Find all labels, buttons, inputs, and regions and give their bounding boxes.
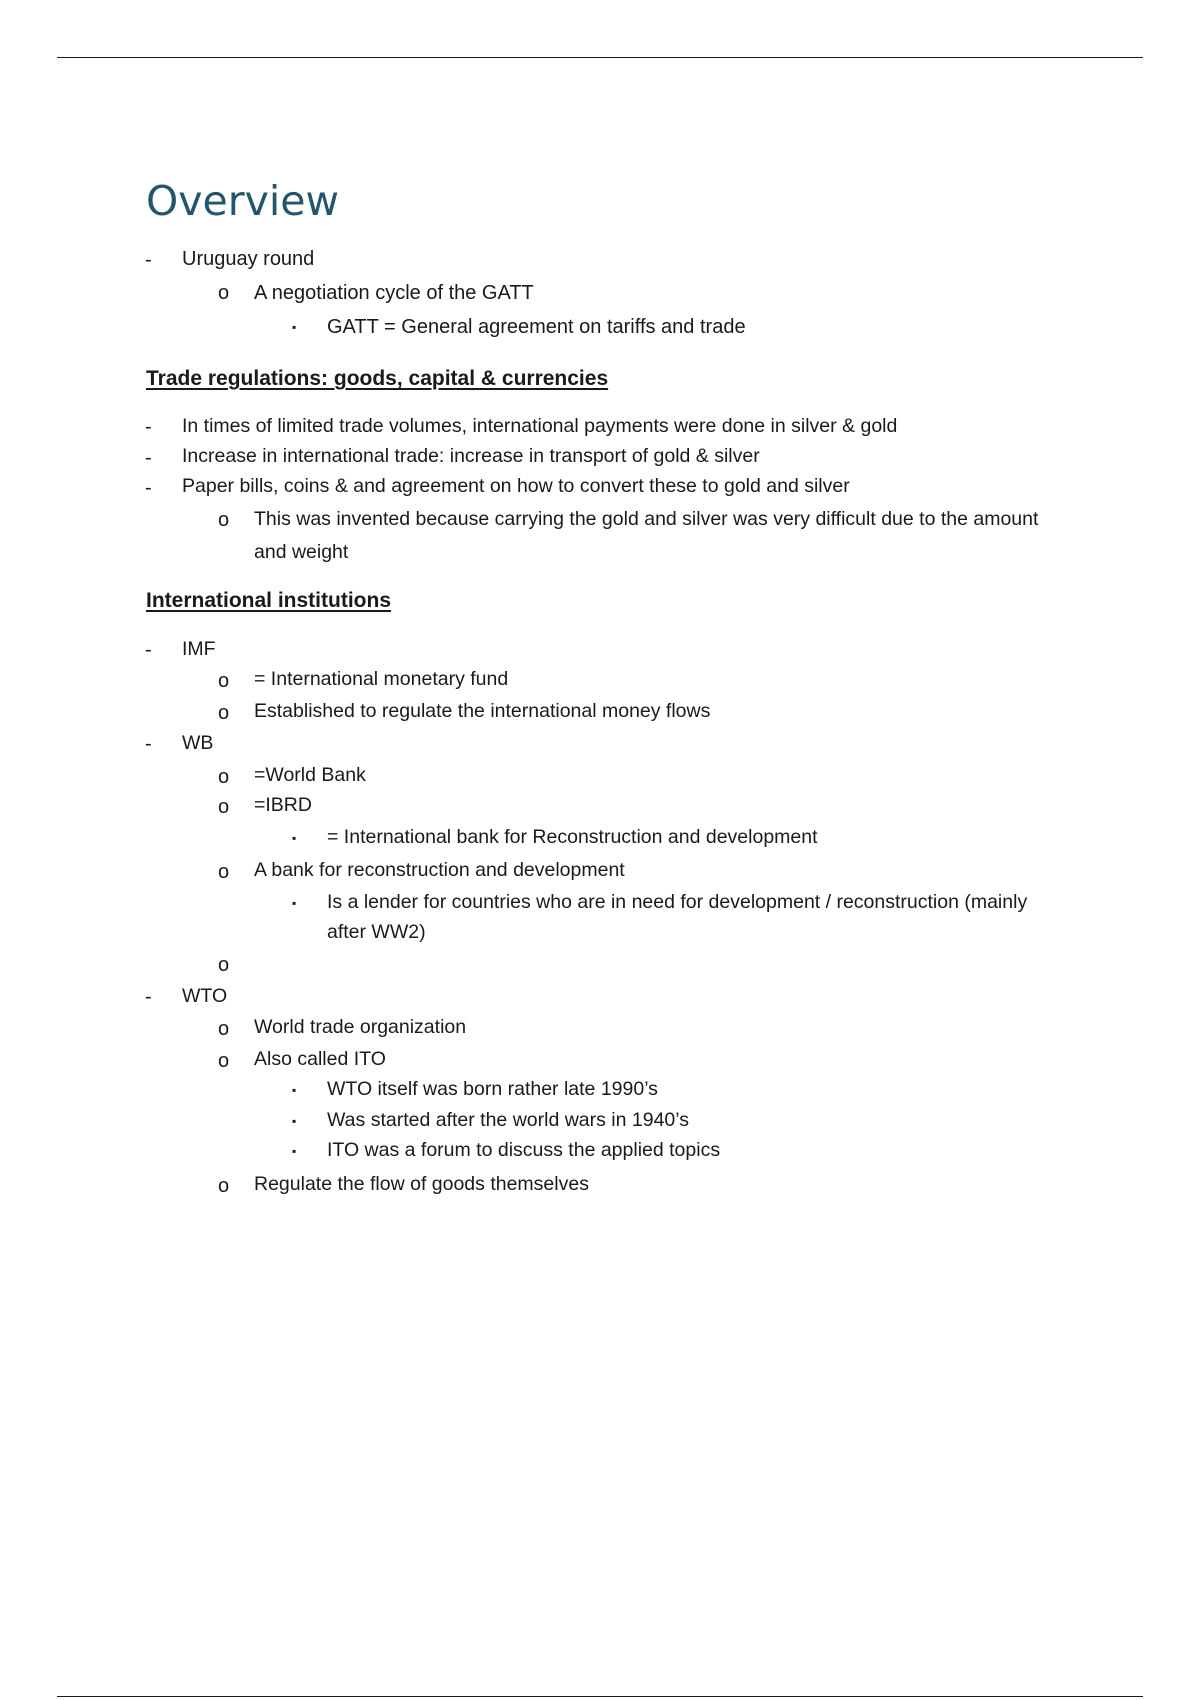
list-item-imf-purpose: Established to regulate the international money flows bbox=[254, 700, 711, 722]
list-item-uruguay-round: Uruguay round bbox=[182, 248, 315, 270]
bullet-circle-marker: o bbox=[218, 1175, 230, 1197]
list-item-ibrd-definition: = International bank for Reconstruction and development bbox=[327, 826, 818, 848]
bullet-circle-marker: o bbox=[218, 702, 230, 724]
bullet-circle-marker: o bbox=[218, 1050, 230, 1072]
bullet-circle-marker: o bbox=[218, 796, 230, 818]
bullet-circle-marker: o bbox=[218, 509, 230, 531]
list-item-wb-ibrd: =IBRD bbox=[254, 794, 312, 816]
list-item-imf: IMF bbox=[182, 638, 216, 660]
bullet-square-marker: ▪ bbox=[292, 896, 297, 910]
footer-rule bbox=[57, 1696, 1143, 1697]
list-item-wto-also-called: Also called ITO bbox=[254, 1048, 386, 1070]
bullet-dash-marker: - bbox=[145, 249, 152, 271]
bullet-dash-marker: - bbox=[145, 639, 152, 661]
bullet-square-marker: ▪ bbox=[292, 831, 297, 845]
bullet-dash-marker: - bbox=[145, 416, 152, 438]
bullet-dash-marker: - bbox=[145, 733, 152, 755]
bullet-circle-marker: o bbox=[218, 1018, 230, 1040]
bullet-circle-marker: o bbox=[218, 282, 230, 304]
bullet-dash-marker: - bbox=[145, 986, 152, 1008]
bullet-circle-marker: o bbox=[218, 861, 230, 883]
list-item-trade-3: Paper bills, coins & and agreement on how to convert these to gold and silver bbox=[182, 475, 850, 497]
bullet-square-marker: ▪ bbox=[292, 320, 297, 334]
bullet-circle-marker: o bbox=[218, 766, 230, 788]
list-item-trade-2: Increase in international trade: increase in transport of gold & silver bbox=[182, 445, 760, 467]
list-item-wb-world-bank: =World Bank bbox=[254, 764, 366, 786]
bullet-circle-marker-empty-item: o bbox=[218, 954, 230, 976]
list-item-wb-purpose: A bank for reconstruction and development bbox=[254, 859, 625, 881]
list-item-negotiation-cycle: A negotiation cycle of the GATT bbox=[254, 282, 534, 304]
bullet-circle-marker: o bbox=[218, 670, 230, 692]
list-item-wto-name: World trade organization bbox=[254, 1016, 467, 1038]
section-heading-international-institutions: International institutions bbox=[146, 589, 391, 612]
bullet-square-marker: ▪ bbox=[292, 1114, 297, 1128]
page-title: Overview bbox=[146, 177, 340, 225]
list-item-wto: WTO bbox=[182, 985, 228, 1007]
bullet-dash-marker: - bbox=[145, 477, 152, 499]
list-item-wb: WB bbox=[182, 732, 214, 754]
bullet-square-marker: ▪ bbox=[292, 1144, 297, 1158]
list-item-imf-definition: = International monetary fund bbox=[254, 668, 509, 690]
bullet-square-marker: ▪ bbox=[292, 1083, 297, 1097]
section-heading-trade-regulations: Trade regulations: goods, capital & currencies bbox=[146, 367, 609, 390]
bullet-dash-marker: - bbox=[145, 447, 152, 469]
list-item-wto-started: Was started after the world wars in 1940’s bbox=[327, 1109, 689, 1131]
list-item-wb-lender-line-2: after WW2) bbox=[327, 921, 426, 943]
list-item-ito-forum: ITO was a forum to discuss the applied topics bbox=[327, 1139, 721, 1161]
list-item-wto-regulate: Regulate the flow of goods themselves bbox=[254, 1173, 589, 1195]
list-item-wb-lender-line-1: Is a lender for countries who are in need for development / reconstruction (mainly bbox=[327, 891, 1028, 913]
list-item-trade-sub-line-1: This was invented because carrying the gold and silver was very difficult due to the amount bbox=[254, 508, 1039, 530]
list-item-gatt-definition: GATT = General agreement on tariffs and trade bbox=[327, 316, 746, 338]
list-item-wto-born: WTO itself was born rather late 1990’s bbox=[327, 1078, 658, 1100]
list-item-trade-1: In times of limited trade volumes, international payments were done in silver & gold bbox=[182, 415, 898, 437]
list-item-trade-sub-line-2: and weight bbox=[254, 541, 349, 563]
